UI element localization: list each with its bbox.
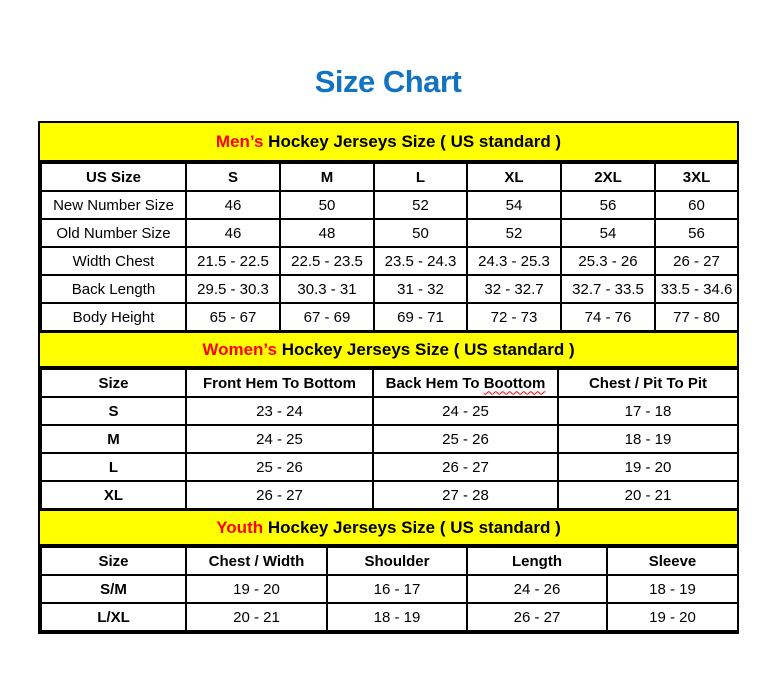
womens-header-row <box>41 369 738 397</box>
youth-header-row <box>41 547 738 575</box>
womens-row <box>41 397 738 425</box>
youth-row <box>41 603 738 631</box>
section-mens <box>40 123 737 332</box>
size-value-cell: 52 <box>374 191 467 219</box>
size-value-cell: 22.5 - 23.5 <box>280 247 374 275</box>
size-value-cell: 32 - 32.7 <box>467 275 561 303</box>
page-title: Size Chart <box>314 64 462 99</box>
size-value-cell: 20 - 21 <box>558 481 738 509</box>
mens-row <box>41 247 738 275</box>
youth-title-rest: Hockey Jerseys Size ( US standard ) <box>263 518 561 537</box>
mens-column-header: XL <box>467 163 561 191</box>
size-value-cell: 56 <box>655 219 738 247</box>
size-value-cell: 27 - 28 <box>373 481 558 509</box>
size-value-cell: 26 - 27 <box>373 453 558 481</box>
row-label: Width Chest <box>41 247 186 275</box>
mens-row <box>41 275 738 303</box>
womens-table <box>40 368 739 510</box>
size-value-cell: 74 - 76 <box>561 303 655 331</box>
womens-column-header: Front Hem To Bottom <box>186 369 373 397</box>
womens-title-rest: Hockey Jerseys Size ( US standard ) <box>276 340 575 359</box>
size-value-cell: 33.5 - 34.6 <box>655 275 738 303</box>
size-value-cell: 56 <box>561 191 655 219</box>
youth-row <box>41 575 738 603</box>
size-value-cell: 25.3 - 26 <box>561 247 655 275</box>
row-label: M <box>41 425 186 453</box>
size-value-cell: 24 - 25 <box>373 397 558 425</box>
mens-column-header: 2XL <box>561 163 655 191</box>
size-value-cell: 60 <box>655 191 738 219</box>
mens-title-highlight: Men’s <box>215 132 264 151</box>
size-value-cell: 30.3 - 31 <box>280 275 374 303</box>
size-value-cell: 23 - 24 <box>186 397 373 425</box>
size-value-cell: 25 - 26 <box>373 425 558 453</box>
row-label: XL <box>41 481 186 509</box>
size-value-cell: 54 <box>561 219 655 247</box>
womens-section-title <box>40 332 737 368</box>
size-value-cell: 23.5 - 24.3 <box>374 247 467 275</box>
womens-column-header <box>373 369 558 397</box>
youth-column-header: Shoulder <box>327 547 467 575</box>
womens-row <box>41 453 738 481</box>
size-value-cell: 67 - 69 <box>280 303 374 331</box>
size-value-cell: 21.5 - 22.5 <box>186 247 280 275</box>
size-value-cell: 16 - 17 <box>327 575 467 603</box>
row-label: L/XL <box>41 603 186 631</box>
size-value-cell: 77 - 80 <box>655 303 738 331</box>
size-value-cell: 31 - 32 <box>374 275 467 303</box>
youth-section-title <box>40 510 737 546</box>
size-value-cell: 46 <box>186 191 280 219</box>
size-value-cell: 19 - 20 <box>607 603 738 631</box>
section-womens <box>40 332 737 510</box>
size-value-cell: 20 - 21 <box>186 603 327 631</box>
size-value-cell: 17 - 18 <box>558 397 738 425</box>
size-value-cell: 19 - 20 <box>186 575 327 603</box>
size-value-cell: 26 - 27 <box>186 481 373 509</box>
youth-column-header: Size <box>41 547 186 575</box>
size-value-cell: 25 - 26 <box>186 453 373 481</box>
womens-row <box>41 425 738 453</box>
size-value-cell: 48 <box>280 219 374 247</box>
mens-table <box>40 162 739 332</box>
size-value-cell: 18 - 19 <box>607 575 738 603</box>
mens-column-header: S <box>186 163 280 191</box>
size-value-cell: 46 <box>186 219 280 247</box>
size-value-cell: 26 - 27 <box>655 247 738 275</box>
size-value-cell: 69 - 71 <box>374 303 467 331</box>
mens-header-row <box>41 163 738 191</box>
row-label: Body Height <box>41 303 186 331</box>
size-chart <box>38 121 739 634</box>
womens-row <box>41 481 738 509</box>
size-value-cell: 19 - 20 <box>558 453 738 481</box>
size-value-cell: 18 - 19 <box>327 603 467 631</box>
womens-column-header: Size <box>41 369 186 397</box>
mens-row <box>41 191 738 219</box>
mens-row <box>41 219 738 247</box>
mens-title-rest: Hockey Jerseys Size ( US standard ) <box>263 132 562 151</box>
size-value-cell: 18 - 19 <box>558 425 738 453</box>
misspelled-word: Boottom <box>483 374 546 392</box>
mens-column-header: M <box>280 163 374 191</box>
size-value-cell: 32.7 - 33.5 <box>561 275 655 303</box>
mens-section-title <box>40 123 737 162</box>
row-label: S/M <box>41 575 186 603</box>
size-value-cell: 54 <box>467 191 561 219</box>
womens-title-highlight: Women’s <box>202 340 277 359</box>
size-value-cell: 29.5 - 30.3 <box>186 275 280 303</box>
column-header-text: Back Hem To <box>385 374 484 392</box>
row-label: L <box>41 453 186 481</box>
section-youth <box>40 510 737 632</box>
youth-title-highlight: Youth <box>216 518 264 537</box>
row-label: Old Number Size <box>41 219 186 247</box>
size-value-cell: 24 - 25 <box>186 425 373 453</box>
row-label: Back Length <box>41 275 186 303</box>
mens-row <box>41 303 738 331</box>
size-value-cell: 50 <box>280 191 374 219</box>
youth-column-header: Length <box>467 547 607 575</box>
youth-column-header: Sleeve <box>607 547 738 575</box>
mens-column-header: US Size <box>41 163 186 191</box>
mens-column-header: L <box>374 163 467 191</box>
size-value-cell: 72 - 73 <box>467 303 561 331</box>
row-label: S <box>41 397 186 425</box>
size-value-cell: 65 - 67 <box>186 303 280 331</box>
size-value-cell: 24.3 - 25.3 <box>467 247 561 275</box>
womens-column-header: Chest / Pit To Pit <box>558 369 738 397</box>
youth-column-header: Chest / Width <box>186 547 327 575</box>
mens-column-header: 3XL <box>655 163 738 191</box>
row-label: New Number Size <box>41 191 186 219</box>
size-value-cell: 52 <box>467 219 561 247</box>
size-value-cell: 26 - 27 <box>467 603 607 631</box>
size-value-cell: 50 <box>374 219 467 247</box>
size-value-cell: 24 - 26 <box>467 575 607 603</box>
youth-table <box>40 546 739 632</box>
